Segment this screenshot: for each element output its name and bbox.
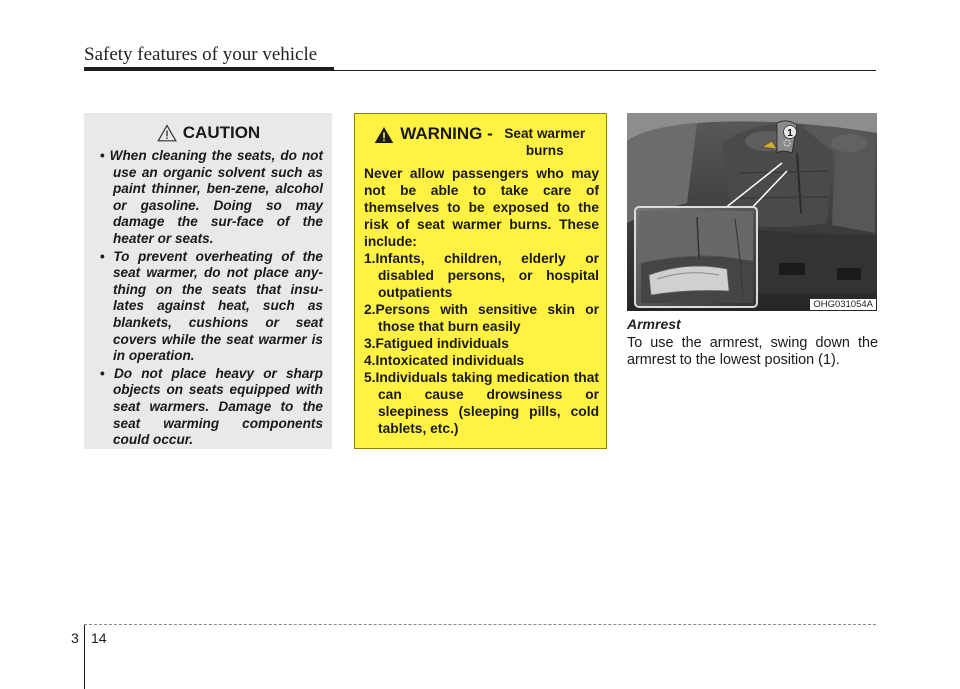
page-header-title: Safety features of your vehicle [84,44,318,65]
caution-item: • When cleaning the seats, do not use an organic solvent such as paint thinner, ben-zene, alcohol or gasoline. Doing so may damage the sur-face of the heater or seats. [100,148,323,246]
caution-item: • Do not place heavy or sharp objects on seats equipped with seat warmers. Damage to the seat warming components could occur. [100,365,323,448]
caution-item: • To prevent overheating of the seat warmer, do not place any-thing on the seats that insu-lates against heat, such as blankets, cushions or seat covers while the seat warmer is in operation. [100,248,323,364]
caution-list [94,148,323,449]
warning-item: 2.Persons with sensitive skin or those that burn easily [364,302,599,334]
warning-item: 4.Intoxicated individuals [364,353,525,368]
armrest-text: To use the armrest, swing down the armrest to the lowest position (1). [627,335,878,368]
warning-triangle-icon [374,126,394,144]
callout-number: 1 [787,128,793,139]
warning-item: 5.Individuals taking medication that can cause drowsiness or sleepiness (sleeping pills, cold tablets, etc.) [364,370,599,436]
warning-title-text: WARNING - [400,124,493,143]
rear-seat-illustration [627,113,877,311]
caution-triangle-icon [157,124,177,142]
warning-intro: Never allow passengers who may not be able to take care of themselves to be exposed to the risk of seat warmer burns. These include: [364,166,599,249]
footer-divider [84,625,85,689]
caution-title-text: CAUTION [182,123,261,142]
page-number: 14 [91,630,107,646]
caution-box [84,113,332,449]
header-rule [84,67,334,71]
warning-subtitle: Seat warmer burns [504,126,586,158]
armrest-figure [627,113,877,311]
footer-rule [84,624,876,625]
warning-list [364,250,599,437]
warning-box [354,113,607,449]
warning-item: 3.Fatigued individuals [364,336,509,351]
warning-title [364,122,599,159]
chapter-number: 3 [71,630,79,646]
warning-item: 1.Infants, children, elderly or disabled persons, or hospital outpatients [364,251,599,300]
caution-title [94,123,323,143]
figure-code-label: OHG031054A [810,299,876,310]
armrest-heading: Armrest [627,316,681,332]
header-rule-thin [334,70,876,71]
